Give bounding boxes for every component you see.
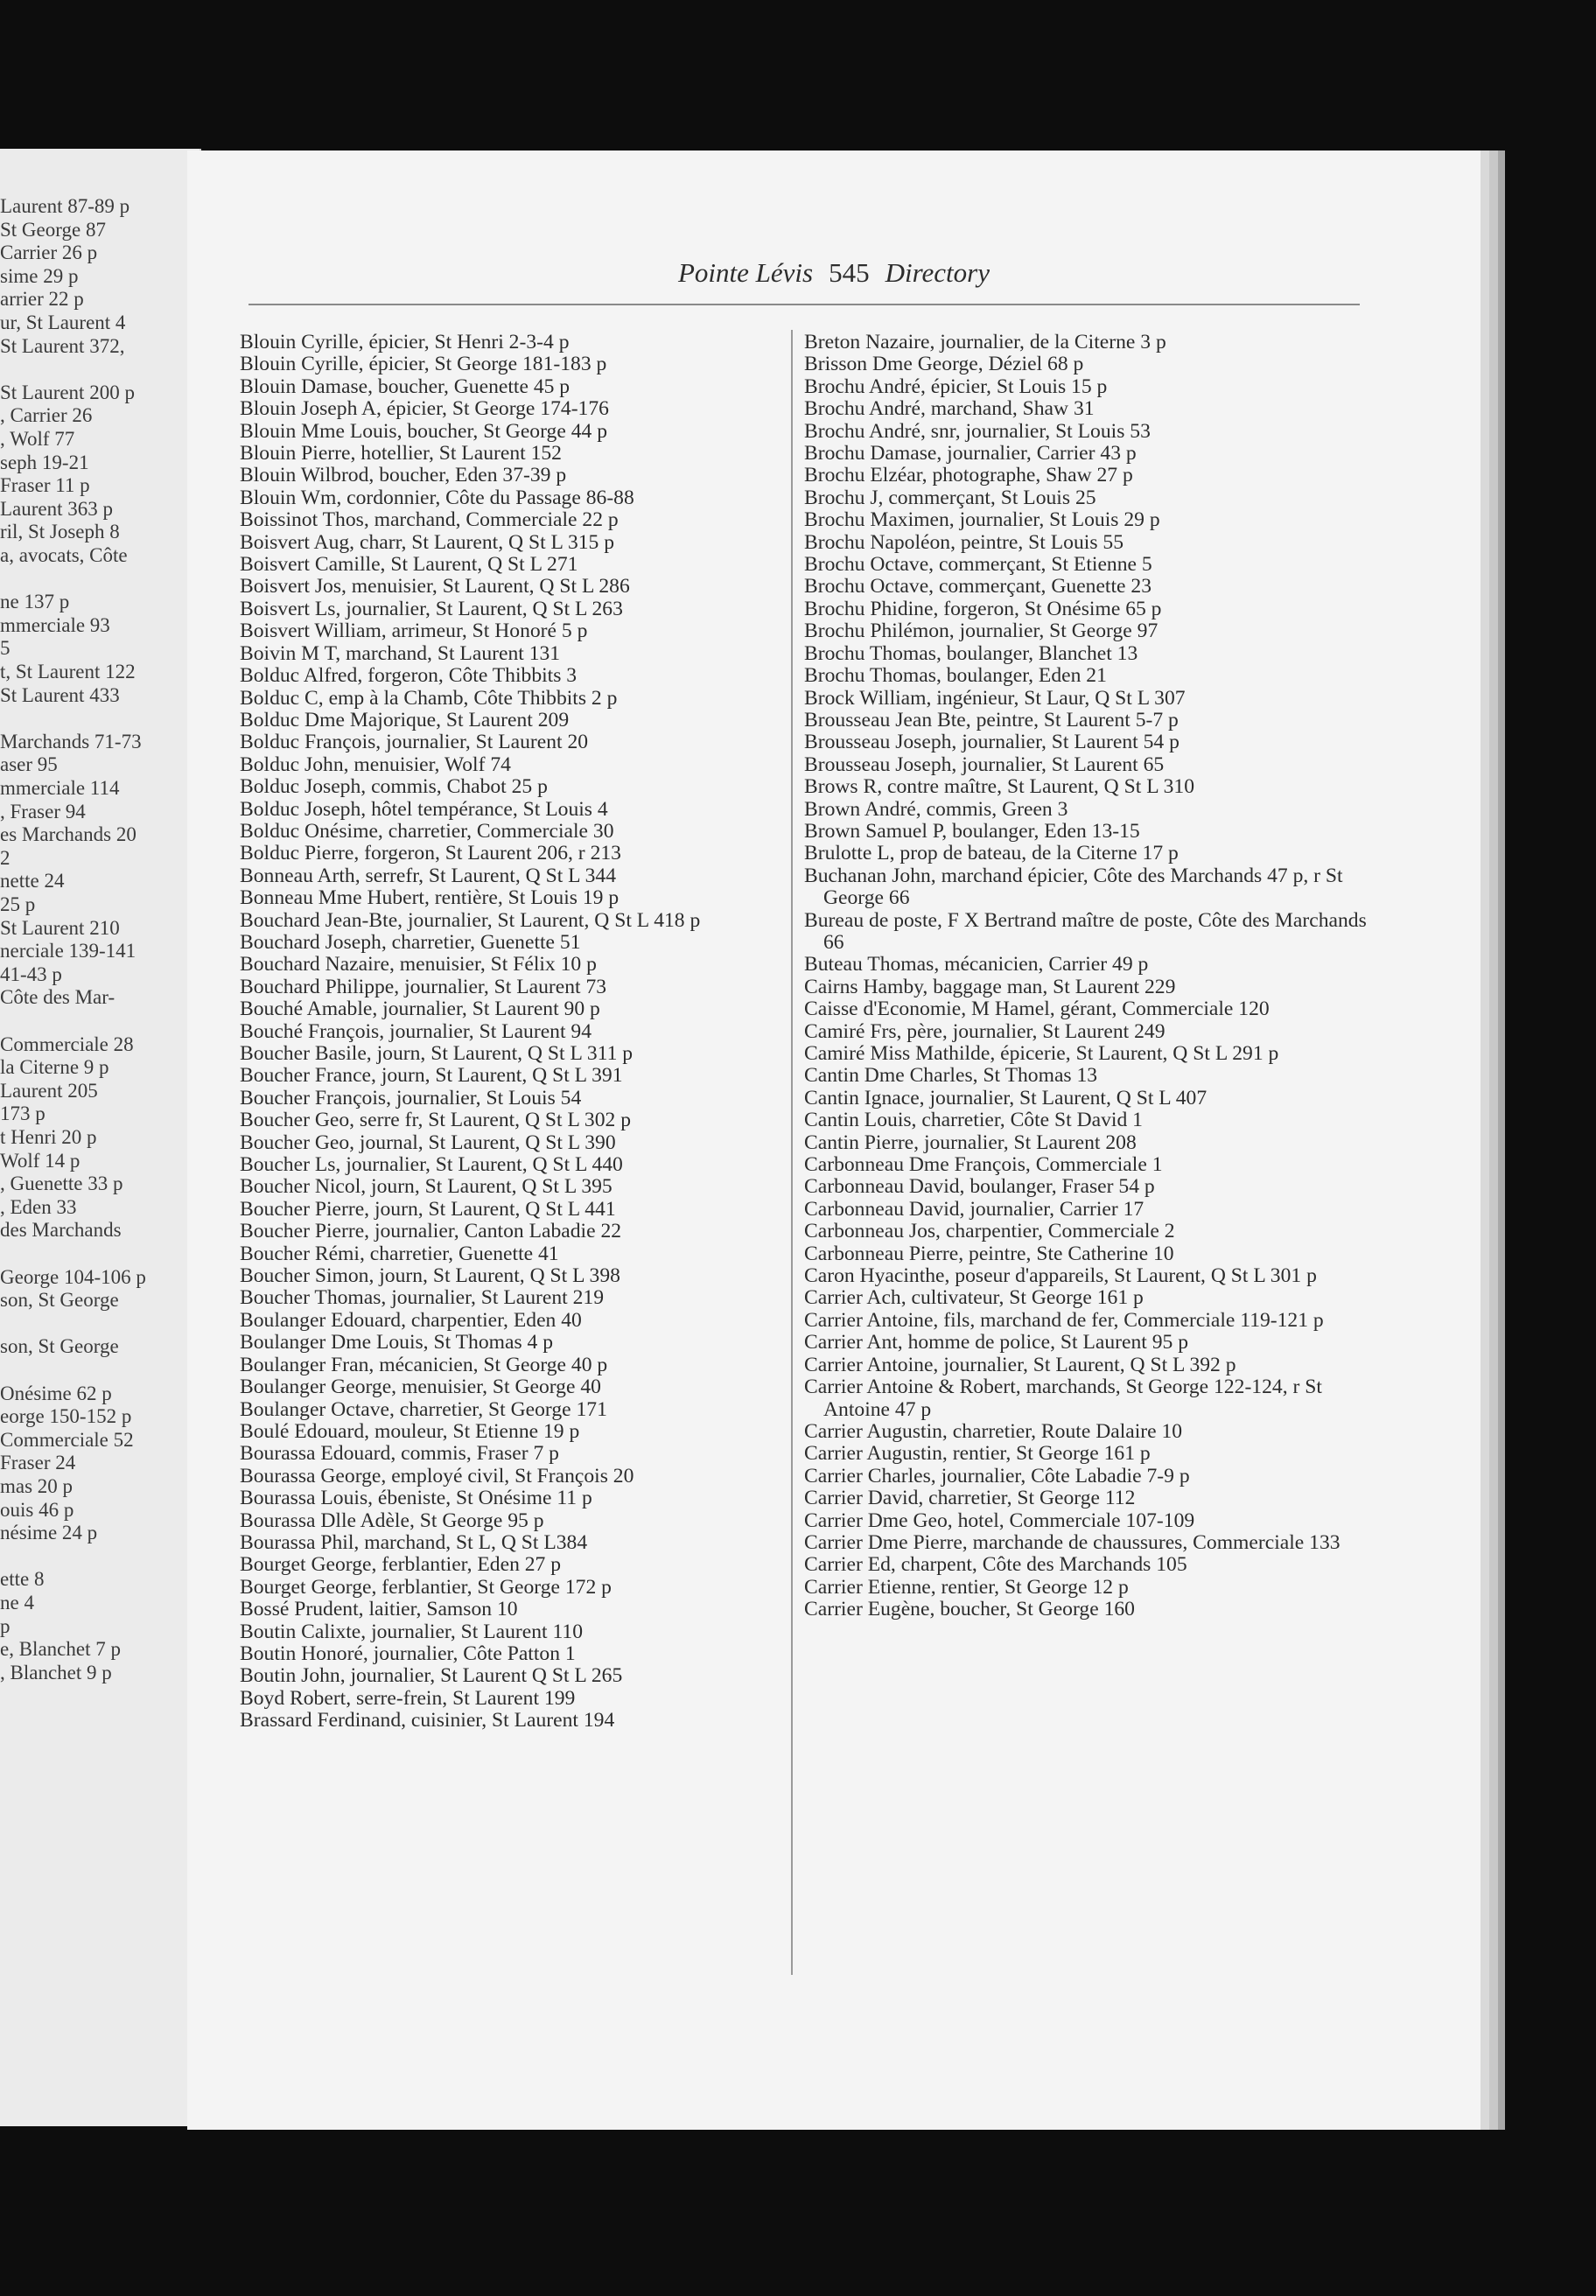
left-page-fragment: , Wolf 77 (0, 428, 75, 450)
left-page-fragment: ur, St Laurent 4 (0, 312, 126, 333)
directory-entry: Brochu Octave, commerçant, Guenette 23 (804, 575, 1152, 598)
left-page-fragment: St Laurent 372, (0, 334, 125, 357)
left-page-fragment: aser 95 (0, 753, 58, 776)
left-page-fragment: t, St Laurent 122 (0, 661, 136, 682)
directory-entry: Camiré Miss Mathilde, épicerie, St Laurent, Q St L 291 p (804, 1042, 1279, 1065)
directory-entry: Boisvert William, arrimeur, St Honoré 5 p (240, 620, 588, 643)
directory-entry: Brochu André, épicier, St Louis 15 p (804, 374, 1108, 398)
directory-entry: Bourassa Dlle Adèle, St George 95 p (240, 1508, 544, 1532)
directory-entry: Cantin Louis, charretier, Côte St David 1 (804, 1109, 1143, 1132)
directory-entry: Cantin Dme Charles, St Thomas 13 (804, 1064, 1098, 1088)
directory-entry: Brochu Damase, journalier, Carrier 43 p (804, 442, 1137, 466)
directory-entry: Carrier Ach, cultivateur, St George 161 p (804, 1286, 1144, 1310)
directory-entry: Brochu Philémon, journalier, St George 97 (804, 620, 1158, 643)
left-page-fragment: Commerciale 28 (0, 1032, 134, 1055)
left-page-fragment: p (0, 1614, 10, 1637)
directory-entry: Bolduc C, emp à la Chamb, Côte Thibbits 2 p (240, 686, 618, 710)
directory-entry: Boutin John, journalier, St Laurent Q St L 265 (240, 1664, 623, 1688)
directory-entry: Bourassa George, employé civil, St François 20 (240, 1464, 634, 1488)
left-page-fragment: , Blanchet 9 p (0, 1661, 112, 1684)
left-page-fragment: arrier 22 p (0, 288, 84, 311)
directory-entry: Brochu J, commerçant, St Louis 25 (804, 486, 1096, 509)
left-page-fragment: t Henri 20 p (0, 1126, 97, 1148)
directory-entry: Boisvert Ls, journalier, St Laurent, Q St L 263 (240, 597, 623, 620)
left-page-fragment: mmerciale 93 (0, 613, 110, 636)
directory-entry: Bourget George, ferblantier, St George 172 p (240, 1575, 612, 1599)
directory-entry: Camiré Frs, père, journalier, St Laurent 249 (804, 1019, 1166, 1043)
directory-entry: Brochu Maximen, journalier, St Louis 29 p (804, 508, 1160, 532)
directory-entry: Boisvert Jos, menuisier, St Laurent, Q St L 286 (240, 575, 630, 598)
directory-entry: Cairns Hamby, baggage man, St Laurent 229 (804, 975, 1176, 998)
directory-entry: Bourassa Louis, ébeniste, St Onésime 11 p (240, 1487, 592, 1510)
directory-entry: Bouché Amable, journalier, St Laurent 90 p (240, 998, 600, 1021)
left-page-fragment: es Marchands 20 (0, 823, 136, 846)
directory-entry: Boulé Edouard, mouleur, St Etienne 19 p (240, 1419, 580, 1443)
directory-entry: Bourget George, ferblantier, Eden 27 p (240, 1553, 562, 1577)
left-page-fragment: Fraser 24 (0, 1452, 76, 1474)
directory-entry: Blouin Wilbrod, boucher, Eden 37-39 p (240, 464, 567, 487)
directory-entry: Bouchard Jean-Bte, journalier, St Laurent, Q St L 418 p (240, 908, 701, 932)
directory-entry: Bouchard Nazaire, menuisier, St Félix 10 p (240, 953, 597, 976)
left-page-fragment: seph 19-21 (0, 451, 89, 473)
left-page-fragment: e, Blanchet 7 p (0, 1638, 121, 1661)
directory-entry: Blouin Mme Louis, boucher, St George 44 p (240, 419, 607, 443)
directory-entry: Boivin M T, marchand, St Laurent 131 (240, 641, 561, 665)
directory-entry: Bossé Prudent, laitier, Samson 10 (240, 1598, 518, 1621)
directory-entry: Brochu Elzéar, photographe, Shaw 27 p (804, 464, 1133, 487)
directory-entry: Bolduc François, journalier, St Laurent 20 (240, 731, 589, 754)
directory-entry: Boucher France, journ, St Laurent, Q St L 391 (240, 1064, 623, 1088)
directory-entry: Bonneau Arth, serrefr, St Laurent, Q St L 344 (240, 864, 616, 887)
directory-entry: Brochu Octave, commerçant, St Etienne 5 (804, 553, 1152, 577)
directory-column-right (804, 332, 1373, 1621)
directory-entry: Boucher Thomas, journalier, St Laurent 219 (240, 1286, 605, 1310)
directory-entry: Buteau Thomas, mécanicien, Carrier 49 p (804, 953, 1149, 976)
directory-entry: Brochu Thomas, boulanger, Eden 21 (804, 664, 1107, 688)
page-number: 545 (829, 257, 870, 288)
left-page-fragment: Laurent 363 p (0, 497, 114, 520)
directory-entry: Carrier Antoine & Robert, marchands, St George 122-124, r St Antoine 47 p (804, 1376, 1322, 1421)
directory-entry: Boucher Geo, journal, St Laurent, Q St L 390 (240, 1130, 616, 1154)
directory-entry: Brochu André, marchand, Shaw 31 (804, 397, 1095, 421)
left-page-fragment: la Citerne 9 p (0, 1056, 109, 1079)
directory-entry: Caron Hyacinthe, poseur d'appareils, St Laurent, Q St L 301 p (804, 1264, 1317, 1288)
left-page-fragment: son, St George (0, 1335, 119, 1358)
directory-entry: Blouin Cyrille, épicier, St George 181-183 p (240, 353, 607, 376)
directory-entry: Blouin Cyrille, épicier, St Henri 2-3-4 p (240, 331, 570, 354)
directory-entry: Boissinot Thos, marchand, Commerciale 22 p (240, 508, 619, 532)
directory-entry: Brassard Ferdinand, cuisinier, St Laurent 194 (240, 1709, 615, 1732)
header-place: Pointe Lévis (678, 257, 814, 288)
left-page-fragment: Carrier 26 p (0, 242, 98, 264)
directory-entry: Caisse d'Economie, M Hamel, gérant, Commerciale 120 (804, 998, 1270, 1021)
left-page-fragment: St Laurent 200 p (0, 381, 135, 403)
directory-entry: Brousseau Joseph, journalier, St Laurent 54 p (804, 731, 1180, 754)
directory-entry: Brown André, commis, Green 3 (804, 797, 1068, 821)
directory-entry: Boutin Honoré, journalier, Côte Patton 1 (240, 1642, 576, 1665)
directory-entry: Bourassa Phil, marchand, St L, Q St L384 (240, 1530, 588, 1554)
directory-entry: Carrier David, charretier, St George 112 (804, 1487, 1136, 1510)
directory-entry: Boucher Simon, journ, St Laurent, Q St L 398 (240, 1264, 620, 1288)
left-page-fragment: St Laurent 433 (0, 683, 120, 706)
directory-entry: Bureau de poste, F X Bertrand maître de poste, Côte des Marchands 66 (804, 908, 1367, 954)
directory-entry: Brows R, contre maître, St Laurent, Q St L 310 (804, 775, 1195, 799)
directory-entry: Boucher Ls, journalier, St Laurent, Q St L 440 (240, 1153, 623, 1177)
directory-entry: Brochu Napoléon, peintre, St Louis 55 (804, 530, 1124, 554)
left-page-fragment: Wolf 14 p (0, 1149, 80, 1172)
directory-page (187, 150, 1480, 2130)
directory-entry: Boulanger Dme Louis, St Thomas 4 p (240, 1331, 554, 1354)
left-page-fragment: son, St George (0, 1289, 119, 1312)
directory-column-left (240, 332, 808, 1732)
left-page-fragment: Marchands 71-73 (0, 730, 142, 752)
directory-entry: Carrier Ed, charpent, Côte des Marchands 105 (804, 1553, 1187, 1577)
directory-entry: Carrier Dme Geo, hotel, Commerciale 107-109 (804, 1508, 1195, 1532)
directory-entry: Bolduc Alfred, forgeron, Côte Thibbits 3 (240, 664, 578, 688)
directory-entry: Blouin Joseph A, épicier, St George 174-176 (240, 397, 609, 421)
directory-entry: Carbonneau David, journalier, Carrier 17 (804, 1197, 1144, 1221)
directory-entry: Bouchard Philippe, journalier, St Laurent 73 (240, 975, 607, 998)
directory-entry: Blouin Wm, cordonnier, Côte du Passage 86-88 (240, 486, 634, 509)
left-page-fragment: , Guenette 33 p (0, 1172, 123, 1195)
directory-entry: Bonneau Mme Hubert, rentière, St Louis 19 p (240, 886, 620, 910)
header-rule (248, 304, 1360, 305)
directory-entry: Boucher Basile, journ, St Laurent, Q St L 311 p (240, 1042, 634, 1065)
directory-entry: Boulanger Fran, mécanicien, St George 40 p (240, 1353, 608, 1376)
directory-entry: Brochu Phidine, forgeron, St Onésime 65 p (804, 597, 1162, 620)
left-page-fragment: mmerciale 114 (0, 777, 120, 799)
directory-entry: Carbonneau Pierre, peintre, Ste Catherine 10 (804, 1242, 1174, 1265)
left-page-fragment: , Fraser 94 (0, 800, 86, 822)
directory-entry: Bolduc Pierre, forgeron, St Laurent 206, r 213 (240, 842, 621, 865)
directory-entry: Brulotte L, prop de bateau, de la Citerne 17 p (804, 842, 1179, 865)
directory-entry: Boucher Nicol, journ, St Laurent, Q St L 395 (240, 1175, 612, 1199)
left-page-fragment: 41-43 p (0, 962, 62, 985)
directory-entry: Carrier Antoine, fils, marchand de fer, Commerciale 119-121 p (804, 1308, 1324, 1332)
directory-entry: Bouchard Joseph, charretier, Guenette 51 (240, 930, 581, 954)
directory-entry: Carbonneau Dme François, Commerciale 1 (804, 1153, 1163, 1177)
directory-entry: Bolduc Joseph, commis, Chabot 25 p (240, 775, 548, 799)
directory-entry: Bolduc Onésime, charretier, Commerciale 30 (240, 819, 614, 843)
directory-entry: Carrier Etienne, rentier, St George 12 p (804, 1575, 1129, 1599)
directory-entry: Boucher François, journalier, St Louis 54 (240, 1086, 582, 1110)
left-page-fragment: sime 29 p (0, 264, 79, 287)
left-page-fragment: ne 137 p (0, 591, 70, 613)
left-page-fragment: St George 87 (0, 218, 106, 241)
directory-entry: Bolduc John, menuisier, Wolf 74 (240, 752, 511, 776)
directory-entry: Brousseau Joseph, journalier, St Laurent 65 (804, 752, 1165, 776)
directory-entry: Boulanger George, menuisier, St George 40 (240, 1376, 601, 1399)
left-page-fragment: nette 24 (0, 870, 65, 892)
directory-entry: Boutin Calixte, journalier, St Laurent 110 (240, 1620, 583, 1643)
directory-entry: Boucher Rémi, charretier, Guenette 41 (240, 1242, 559, 1265)
directory-entry: Boisvert Camille, St Laurent, Q St L 271 (240, 553, 578, 577)
left-page-fragment: 25 p (0, 893, 36, 915)
directory-entry: Boucher Geo, serre fr, St Laurent, Q St L 302 p (240, 1109, 632, 1132)
left-page-fragment: ne 4 (0, 1592, 34, 1614)
directory-entry: Cantin Pierre, journalier, St Laurent 208 (804, 1130, 1137, 1154)
left-page-fragment: George 104-106 p (0, 1265, 146, 1288)
directory-entry: Carrier Augustin, charretier, Route Dalaire 10 (804, 1419, 1183, 1443)
left-page-fragment: nerciale 139-141 (0, 940, 136, 962)
directory-entry: Bolduc Joseph, hôtel tempérance, St Louis 4 (240, 797, 608, 821)
left-page-fragment: eorge 150-152 p (0, 1405, 132, 1428)
left-page-fragment: Fraser 11 p (0, 474, 90, 497)
directory-entry: Buchanan John, marchand épicier, Côte des Marchands 47 p, r St George 66 (804, 864, 1343, 910)
left-page-fragment: ril, St Joseph 8 (0, 521, 120, 543)
left-page-fragment: Laurent 87-89 p (0, 195, 130, 217)
left-page-fragment: Commerciale 52 (0, 1428, 134, 1451)
left-page-fragment: ette 8 (0, 1568, 45, 1591)
directory-entry: Brock William, ingénieur, St Laur, Q St L 307 (804, 686, 1186, 710)
directory-entry: Brochu André, snr, journalier, St Louis 53 (804, 419, 1151, 443)
directory-entry: Blouin Damase, boucher, Guenette 45 p (240, 374, 570, 398)
directory-entry: Boucher Pierre, journalier, Canton Labadie 22 (240, 1220, 622, 1243)
directory-entry: Bourassa Edouard, commis, Fraser 7 p (240, 1442, 559, 1466)
directory-entry: Brisson Dme George, Déziel 68 p (804, 353, 1084, 376)
directory-entry: Brousseau Jean Bte, peintre, St Laurent 5-7 p (804, 708, 1179, 732)
directory-entry: Carrier Ant, homme de police, St Laurent 95 p (804, 1331, 1188, 1354)
left-page-fragment: Côte des Mar- (0, 986, 116, 1009)
left-page-fragment: Laurent 205 (0, 1079, 98, 1102)
directory-entry: Carrier Dme Pierre, marchande de chaussures, Commerciale 133 (804, 1530, 1340, 1554)
directory-entry: Boulanger Octave, charretier, St George 171 (240, 1397, 607, 1421)
directory-entry: Bouché François, journalier, St Laurent 94 (240, 1019, 592, 1043)
left-page-fragment: 173 p (0, 1102, 46, 1125)
left-page-fragment: 2 (0, 846, 10, 869)
page-header (187, 257, 1480, 289)
directory-entry: Boulanger Edouard, charpentier, Eden 40 (240, 1308, 582, 1332)
directory-entry: Carrier Antoine, journalier, St Laurent, Q St L 392 p (804, 1353, 1236, 1376)
left-page-fragment: nésime 24 p (0, 1522, 98, 1544)
directory-entry: Carrier Charles, journalier, Côte Labadie 7-9 p (804, 1464, 1190, 1488)
directory-entry: Carrier Augustin, rentier, St George 161 p (804, 1442, 1151, 1466)
left-page-fragment: Onésime 62 p (0, 1382, 112, 1404)
directory-entry: Blouin Pierre, hotellier, St Laurent 152 (240, 442, 562, 466)
directory-entry: Brown Samuel P, boulanger, Eden 13-15 (804, 819, 1140, 843)
left-page-fragment: a, avocats, Côte (0, 544, 128, 566)
directory-entry: Brochu Thomas, boulanger, Blanchet 13 (804, 641, 1138, 665)
left-page-fragment: 5 (0, 637, 10, 660)
directory-entry: Carrier Eugène, boucher, St George 160 (804, 1598, 1135, 1621)
left-page-fragment: mas 20 p (0, 1475, 74, 1497)
directory-entry: Bolduc Dme Majorique, St Laurent 209 (240, 708, 570, 732)
directory-entry: Boucher Pierre, journ, St Laurent, Q St L 441 (240, 1197, 616, 1221)
directory-entry: Cantin Ignace, journalier, St Laurent, Q St L 407 (804, 1086, 1208, 1110)
directory-entry: Boisvert Aug, charr, St Laurent, Q St L 315 p (240, 530, 615, 554)
directory-entry: Carbonneau David, boulanger, Fraser 54 p (804, 1175, 1155, 1199)
directory-entry: Breton Nazaire, journalier, de la Citerne 3 p (804, 331, 1166, 354)
directory-entry: Carbonneau Jos, charpentier, Commerciale 2 (804, 1220, 1175, 1243)
left-page-fragment: ouis 46 p (0, 1498, 74, 1521)
left-page-edge (0, 149, 201, 2126)
left-page-fragment: des Marchands (0, 1219, 122, 1242)
left-page-fragment: , Eden 33 (0, 1195, 77, 1218)
directory-entry: Boyd Robert, serre-frein, St Laurent 199 (240, 1686, 576, 1710)
left-page-fragment: , Carrier 26 (0, 404, 93, 427)
header-section: Directory (885, 257, 990, 288)
left-page-fragment: St Laurent 210 (0, 916, 120, 939)
